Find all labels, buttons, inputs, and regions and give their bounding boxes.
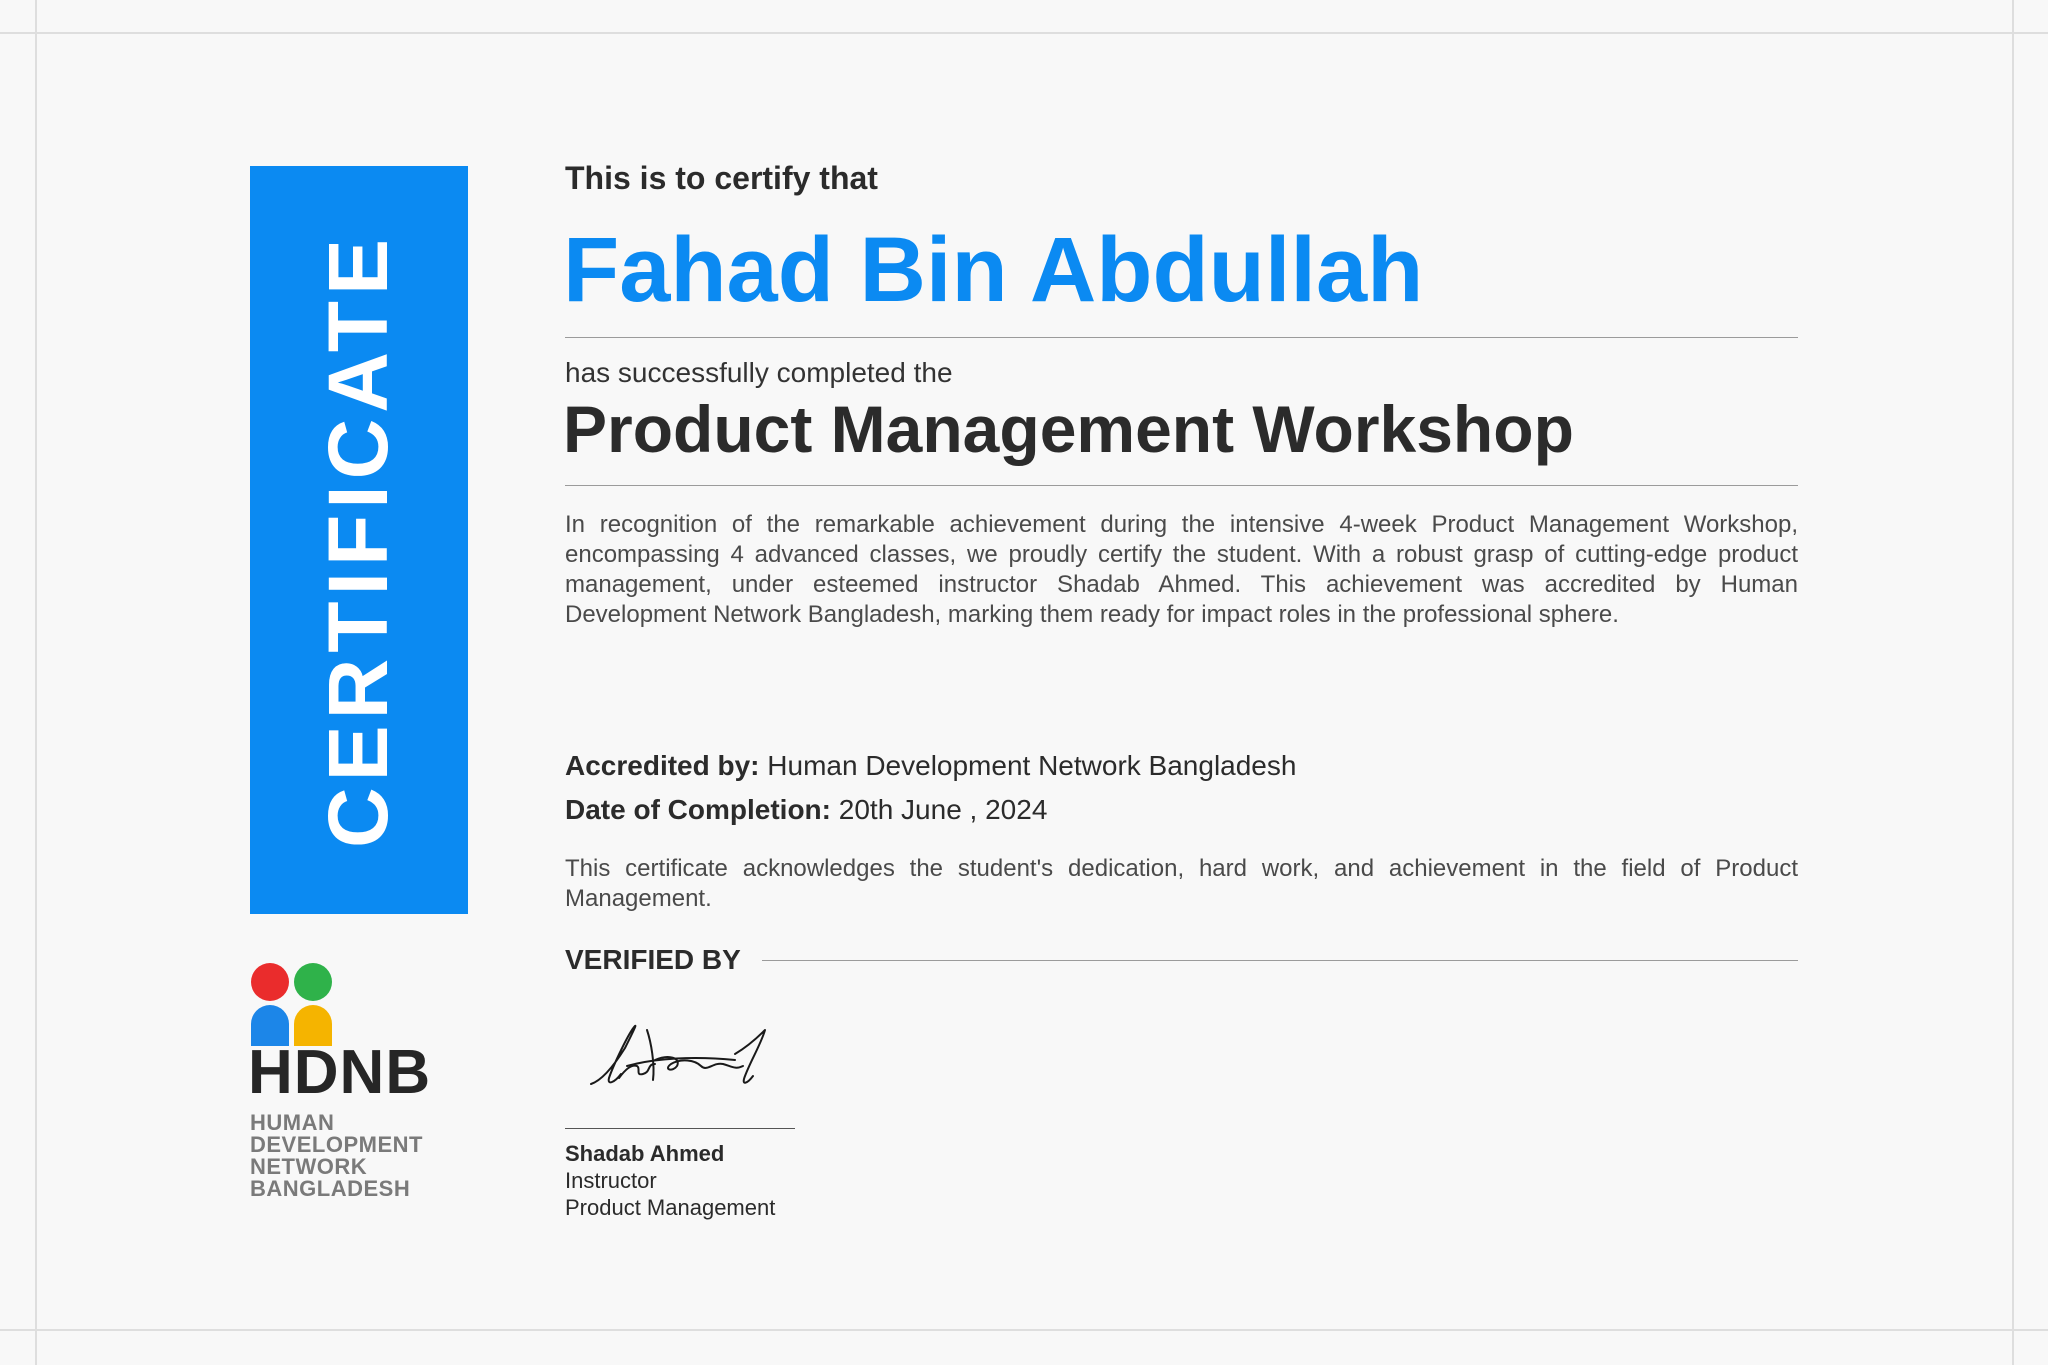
logo-subtitle-line: BANGLADESH (250, 1176, 411, 1201)
signatory-department: Product Management (565, 1195, 776, 1220)
guide-line-right (2012, 0, 2014, 1365)
certificate-banner (250, 166, 468, 914)
divider (565, 337, 1798, 338)
signatory-role: Instructor (565, 1168, 657, 1193)
completed-text: has successfully completed the (565, 357, 953, 388)
date-value: 20th June , 2024 (838, 794, 1048, 825)
banner-label: CERTIFICATE (311, 232, 406, 848)
logo-wordmark: HDNB (248, 1038, 432, 1107)
divider (565, 485, 1798, 486)
verified-divider (762, 960, 1798, 961)
completion-date-row (565, 794, 1047, 826)
logo-subtitle-line: NETWORK (250, 1154, 368, 1179)
course-title: Product Management Workshop (563, 392, 1574, 466)
logo-subtitle-line: HUMAN (250, 1110, 335, 1135)
logo-subtitle-line: DEVELOPMENT (250, 1132, 423, 1157)
description-paragraph: In recognition of the remarkable achievement during the intensive 4-week Product Management Workshop, encompassing 4 advanced classes, we proudly certify the student. With a robust grasp of cutting-edge product management, under esteemed instructor Shadab Ahmed. This achievement was accredited by Human Development Network Bangladesh, marking them ready for impact roles in the professional sphere. (565, 511, 1798, 628)
recipient-name: Fahad Bin Abdullah (563, 219, 1424, 321)
guide-line-bottom (0, 1329, 2048, 1331)
acknowledgement-paragraph: This certificate acknowledges the student's dedication, hard work, and achievement in the field of Product Management. (565, 855, 1798, 912)
guide-line-left (35, 0, 37, 1365)
verified-by-heading: VERIFIED BY (565, 944, 741, 975)
logo-icon (250, 962, 334, 1046)
logo-dot-red (251, 963, 289, 1001)
guide-line-top (0, 32, 2048, 34)
accredited-label: Accredited by: (565, 750, 760, 781)
accredited-by-row (565, 750, 1296, 782)
date-label: Date of Completion: (565, 794, 831, 825)
logo-dot-green (294, 963, 332, 1001)
signatory-name: Shadab Ahmed (565, 1141, 725, 1166)
certify-intro: This is to certify that (565, 160, 878, 196)
logo-subtitle (250, 1112, 423, 1200)
signature-image (585, 1020, 775, 1092)
signatory-block (565, 1140, 775, 1221)
accredited-value: Human Development Network Bangladesh (767, 750, 1297, 781)
signature-line (565, 1128, 795, 1129)
